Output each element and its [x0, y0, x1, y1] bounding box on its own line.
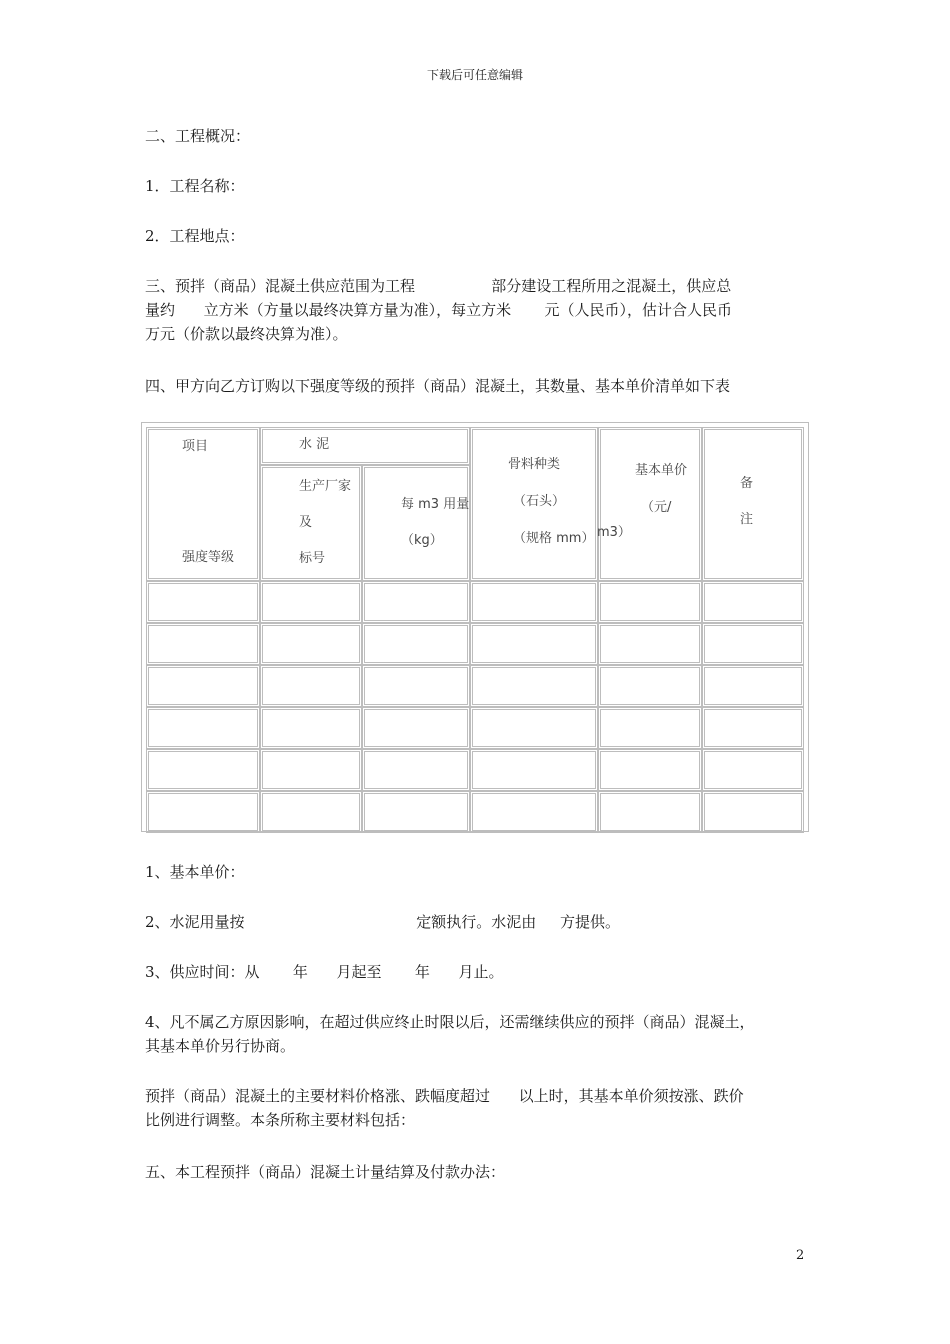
clause-4-line1: 4、凡不属乙方原因影响，在超过供应终止时限以后，还需继续供应的预拌（商品）混凝土，: [145, 1013, 755, 1031]
table-cell: [470, 791, 598, 833]
table-cell: [702, 623, 804, 665]
col-remarks-label-1: 备: [740, 476, 754, 491]
price-adjust-line1: 预拌（商品）混凝土的主要材料价格涨、跌幅度超过 以上时，其基本单价须按涨、跌价: [145, 1087, 744, 1105]
table-cell: [702, 707, 804, 749]
header-cell-remarks: [702, 427, 804, 581]
table-cell: [470, 665, 598, 707]
section-2-heading: 二、工程概况：: [145, 127, 251, 145]
table-cell: [598, 581, 702, 623]
order-table: [141, 422, 809, 832]
table-cell: [702, 791, 804, 833]
table-cell: [598, 665, 702, 707]
clause-4-line2: 其基本单价另行协商。: [145, 1037, 296, 1055]
header-cell-cement-group: [260, 427, 470, 465]
col-usage-label-2: （kg）: [401, 533, 443, 548]
col-cement-label: 水 泥: [299, 437, 330, 452]
col-aggregate-label-1: 骨料种类: [508, 457, 561, 472]
table-cell: [470, 749, 598, 791]
col-usage-label-1: 每 m3 用量: [401, 497, 470, 512]
price-adjust-line2: 比例进行调整。本条所称主要材料包括：: [145, 1111, 416, 1129]
table-cell: [260, 581, 362, 623]
basic-price-line: 1、基本单价：: [145, 863, 245, 881]
table-cell: [362, 623, 470, 665]
page-number: 2: [796, 1248, 805, 1263]
col-aggregate-label-3: （规格 mm）: [513, 531, 595, 546]
col-price-label-3: m3）: [597, 525, 631, 540]
section-3-line3: 万元（价款以最终决算为准）。: [145, 325, 348, 343]
table-cell: [260, 665, 362, 707]
table-cell: [146, 791, 260, 833]
table-cell: [470, 623, 598, 665]
table-cell: [260, 707, 362, 749]
col-grade-label: 强度等级: [182, 550, 235, 565]
col-manufacturer-label-2: 及: [299, 515, 313, 530]
table-cell: [362, 665, 470, 707]
col-item-label: 项目: [182, 439, 209, 454]
table-cell: [260, 791, 362, 833]
table-cell: [260, 749, 362, 791]
table-cell: [702, 749, 804, 791]
table-cell: [470, 581, 598, 623]
cement-usage-line: 2、水泥用量按 定额执行。水泥由 方提供。: [145, 913, 621, 931]
table-cell: [598, 791, 702, 833]
section-5-heading: 五、本工程预拌（商品）混凝土计量结算及付款办法：: [145, 1163, 506, 1181]
table-cell: [146, 623, 260, 665]
header-note: 下载后可任意编辑: [426, 68, 523, 82]
project-location-line: 2．工程地点：: [145, 227, 245, 245]
col-price-label-2: （元/: [641, 500, 672, 515]
table-cell: [702, 581, 804, 623]
col-price-label-1: 基本单价: [635, 463, 688, 478]
col-manufacturer-label-3: 标号: [299, 551, 326, 566]
table-cell: [598, 749, 702, 791]
table-cell: [146, 707, 260, 749]
section-3-line1: 三、预拌（商品）混凝土供应范围为工程 部分建设工程所用之混凝土，供应总: [145, 277, 732, 295]
project-name-line: 1．工程名称：: [145, 177, 245, 195]
table-cell: [362, 749, 470, 791]
section-3-line2: 量约 立方米（方量以最终决算方量为准），每立方米 元（人民币），估计合人民币: [145, 301, 732, 319]
table-cell: [598, 707, 702, 749]
col-aggregate-label-2: （石头）: [513, 494, 566, 509]
col-manufacturer-label-1: 生产厂家: [299, 479, 352, 494]
table-cell: [362, 791, 470, 833]
table-cell: [362, 581, 470, 623]
table-cell: [362, 707, 470, 749]
table-cell: [598, 623, 702, 665]
col-remarks-label-2: 注: [740, 512, 754, 527]
table-cell: [146, 665, 260, 707]
table-cell: [260, 623, 362, 665]
table-cell: [702, 665, 804, 707]
header-cell-usage: [362, 465, 470, 581]
table-cell: [146, 749, 260, 791]
section-4-line: 四、甲方向乙方订购以下强度等级的预拌（商品）混凝土，其数量、基本单价清单如下表: [145, 377, 731, 395]
table-cell: [146, 581, 260, 623]
supply-time-line: 3、供应时间：从 年 月起至 年 月止。: [145, 963, 504, 981]
table-cell: [470, 707, 598, 749]
